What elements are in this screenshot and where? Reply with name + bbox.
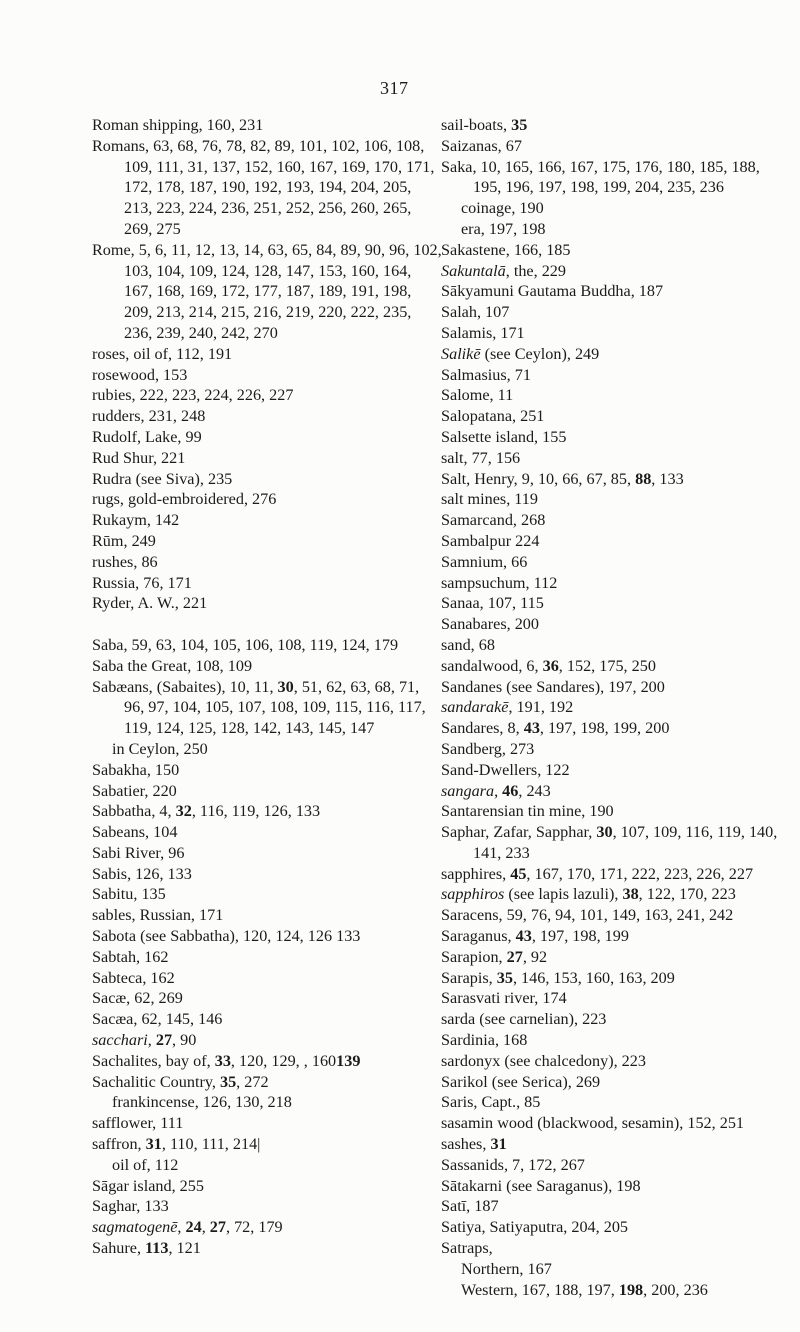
index-entry — [92, 593, 442, 614]
page-ref-bold: 35 — [496, 968, 513, 987]
entry-text: , — [177, 1218, 186, 1237]
entry-text: Satraps, — [441, 1239, 493, 1258]
page-ref-bold: 35 — [219, 1072, 237, 1091]
index-entry — [92, 573, 442, 594]
entry-text: , 120, 129, — [230, 1051, 304, 1070]
italic-term: sandarakē — [441, 698, 509, 717]
entry-text: Rudra (see Siva), 235 — [92, 469, 233, 488]
entry-text: Samarcand, 268 — [441, 511, 546, 530]
entry-text: Salopatana, 251 — [441, 407, 545, 426]
index-entry — [92, 905, 442, 926]
entry-text: rushes, 86 — [92, 552, 158, 571]
entry-text: Sarasvati river, 174 — [441, 989, 567, 1008]
entry-text: rudders, 231, 248 — [92, 407, 206, 426]
index-entry — [441, 427, 791, 448]
index-entry — [441, 1113, 791, 1134]
index-entry — [92, 760, 442, 781]
entry-text: Sachalitic Country, — [92, 1072, 220, 1091]
index-subentry — [441, 198, 791, 219]
index-entry — [441, 822, 791, 864]
index-entry — [92, 344, 442, 365]
index-column-left — [92, 115, 442, 1259]
entry-text: salt mines, 119 — [441, 490, 538, 509]
entry-text: Saba, 59, 63, 104, 105, 106, 108, 119, 124, 179 — [92, 635, 399, 654]
entry-text: Salt, Henry, 9, 10, 66, 67, 85, — [441, 469, 636, 488]
index-entry — [441, 1030, 791, 1051]
index-entry — [92, 385, 442, 406]
index-entry — [441, 157, 791, 199]
entry-text: Sabæans, (Sabaites), 10, 11, — [92, 677, 278, 696]
entry-text: Saizanas, 67 — [441, 136, 522, 155]
index-entry — [92, 427, 442, 448]
entry-text: , 133 — [651, 469, 684, 488]
page-ref-bold: 30 — [277, 677, 294, 696]
index-entry — [441, 864, 791, 885]
entry-text: , 167, 170, 171, 222, 223, 226, 227 — [526, 864, 754, 883]
entry-text: Sardinia, 168 — [441, 1031, 528, 1050]
entry-text: Russia, 76, 171 — [92, 573, 192, 592]
index-entry — [92, 822, 442, 843]
entry-text: , 152, 175, 250 — [558, 656, 656, 675]
index-entry — [92, 489, 442, 510]
entry-text: , 272 — [236, 1072, 269, 1091]
entry-text: rugs, gold-embroidered, 276 — [92, 490, 277, 509]
index-entry — [92, 635, 442, 656]
index-entry — [92, 864, 442, 885]
page-ref-bold: 139 — [336, 1051, 361, 1070]
page-ref-bold: 30 — [596, 823, 613, 842]
page-ref-bold: 45 — [510, 864, 527, 883]
entry-text: Sanabares, 200 — [441, 615, 539, 634]
entry-text: Sambalpur 224 — [441, 531, 540, 550]
index-entry — [92, 988, 442, 1009]
entry-text: Ryder, A. W., 221 — [92, 594, 208, 613]
index-entry — [92, 781, 442, 802]
index-entry — [441, 614, 791, 635]
entry-text: , 51, 62, 63, 68, 71, 96, 97, 104, 105, 107, 108, 109, 115, 116, 117, 119, 124, 125, 128, 142, 143, 145, 147 — [124, 677, 426, 738]
entry-text: , 243 — [518, 781, 551, 800]
index-entry — [92, 1238, 442, 1259]
index-entry — [441, 988, 791, 1009]
entry-text: sandalwood, 6, — [441, 656, 543, 675]
index-entry — [441, 947, 791, 968]
index-entry — [441, 739, 791, 760]
entry-text: Samnium, 66 — [441, 552, 528, 571]
index-entry — [92, 365, 442, 386]
index-entry — [92, 1072, 442, 1093]
page-ref-bold: 43 — [523, 719, 540, 738]
entry-text: , 191, 192 — [508, 698, 574, 717]
entry-text: , the, 229 — [505, 261, 566, 280]
index-entry — [92, 406, 442, 427]
entry-text: Sacæa, 62, 145, 146 — [92, 1010, 223, 1029]
index-entry — [441, 968, 791, 989]
index-entry — [92, 1196, 442, 1217]
index-subentry — [92, 739, 442, 760]
entry-text: Sabtah, 162 — [92, 947, 169, 966]
index-entry — [92, 469, 442, 490]
entry-text: oil of, 112 — [112, 1155, 179, 1174]
index-entry — [441, 489, 791, 510]
entry-text: Sabeans, 104 — [92, 823, 178, 842]
entry-text: sardonyx (see chalcedony), 223 — [441, 1051, 646, 1070]
index-entry — [92, 677, 442, 739]
entry-text: , — [201, 1218, 210, 1237]
entry-text: Saka, 10, 165, 166, 167, 175, 176, 180, 185, 188, 195, 196, 197, 198, 199, 204, 235, 236 — [441, 157, 760, 197]
index-entry — [92, 801, 442, 822]
index-entry — [441, 905, 791, 926]
index-entry — [92, 136, 442, 240]
entry-text: Saba the Great, 108, 109 — [92, 656, 253, 675]
index-entry — [441, 115, 791, 136]
index-subentry — [92, 1155, 442, 1176]
index-entry — [92, 1217, 442, 1238]
entry-text: saffron, — [92, 1135, 146, 1154]
entry-text: Rudolf, Lake, 99 — [92, 427, 202, 446]
index-entry — [92, 947, 442, 968]
page-ref-bold: 24 — [185, 1218, 202, 1237]
entry-text: sampsuchum, 112 — [441, 573, 558, 592]
index-subentry — [92, 1092, 442, 1113]
index-entry — [441, 469, 791, 490]
page-ref-bold: 32 — [175, 802, 192, 821]
entry-text: , 92 — [522, 947, 548, 966]
index-entry — [92, 926, 442, 947]
entry-text: safflower, 111 — [92, 1114, 184, 1133]
entry-text: Sand-Dwellers, 122 — [441, 760, 570, 779]
index-entry — [441, 281, 791, 302]
index-entry — [441, 1009, 791, 1030]
page-ref-bold: 27 — [155, 1031, 173, 1050]
entry-text: Salamis, 171 — [441, 323, 525, 342]
index-entry — [441, 531, 791, 552]
entry-text: Saghar, 133 — [92, 1197, 169, 1216]
italic-term: sagmatogenē — [92, 1218, 178, 1237]
entry-text: Saraganus, — [441, 927, 516, 946]
entry-text: (see lapis lazuli), — [504, 885, 623, 904]
entry-text: Roman shipping, 160, 231 — [92, 116, 264, 134]
entry-text: Sabakha, 150 — [92, 760, 180, 779]
index-entry — [441, 677, 791, 698]
index-entry — [441, 448, 791, 469]
italic-term: sangara — [441, 781, 495, 800]
index-entry — [92, 843, 442, 864]
index-entry — [92, 1113, 442, 1134]
entry-text: Sabatier, 220 — [92, 781, 177, 800]
page-number: 317 — [380, 78, 409, 98]
page-ref-bold: 198 — [618, 1280, 644, 1299]
index-entry — [441, 718, 791, 739]
index-entry — [441, 344, 791, 365]
entry-text: Northern, 167 — [461, 1259, 552, 1278]
entry-text: Sabis, 126, 133 — [92, 864, 192, 883]
entry-text: , 197, 198, 199, 200 — [539, 719, 670, 738]
index-entry — [441, 136, 791, 157]
entry-text: Satiya, Satiyaputra, 204, 205 — [441, 1218, 629, 1237]
page-ref-bold: 27 — [209, 1218, 226, 1237]
italic-term: Salikē — [441, 344, 481, 363]
entry-text: (see Ceylon), 249 — [480, 344, 600, 363]
entry-text: sarda (see carnelian), 223 — [441, 1010, 607, 1029]
index-entry — [441, 302, 791, 323]
index-entry — [92, 968, 442, 989]
index-entry — [441, 781, 791, 802]
index-entry — [92, 531, 442, 552]
entry-text: , 160 — [303, 1051, 337, 1070]
entry-text: in Ceylon, 250 — [112, 739, 208, 758]
index-entry — [441, 1238, 791, 1259]
index-entry — [441, 385, 791, 406]
index-entry — [441, 323, 791, 344]
index-entry — [92, 1009, 442, 1030]
page-ref-bold: 88 — [635, 469, 652, 488]
entry-text: Sarapion, — [441, 947, 507, 966]
entry-text: Sakastene, 166, 185 — [441, 240, 571, 259]
entry-text: Sātakarni (see Saraganus), 198 — [441, 1176, 641, 1195]
index-entry — [92, 1176, 442, 1197]
index-entry — [92, 552, 442, 573]
entry-text: rosewood, 153 — [92, 365, 188, 384]
entry-text: , 116, 119, 126, 133 — [191, 802, 321, 821]
index-entry — [441, 1196, 791, 1217]
index-subentry — [441, 1280, 791, 1301]
page-ref-bold: 27 — [506, 947, 523, 966]
entry-text: Salome, 11 — [441, 386, 514, 405]
entry-text: Sachalites, bay of, — [92, 1051, 215, 1070]
index-entry — [441, 801, 791, 822]
entry-text: , — [494, 781, 503, 800]
index-entry — [441, 1155, 791, 1176]
index-entry — [92, 884, 442, 905]
index-column-right — [441, 115, 791, 1300]
entry-text: Sandares, 8, — [441, 719, 524, 738]
entry-text: Sabota (see Sabbatha), 120, 124, 126 133 — [92, 927, 361, 946]
index-entry — [441, 1217, 791, 1238]
entry-text: sail-boats, — [441, 116, 512, 134]
index-entry — [441, 1051, 791, 1072]
entry-text: , 110, 111, 214| — [161, 1135, 261, 1154]
entry-text: Sabi River, 96 — [92, 843, 185, 862]
index-entry — [92, 1030, 442, 1051]
index-entry — [92, 448, 442, 469]
index-entry — [441, 365, 791, 386]
italic-term: sapphiros — [441, 885, 505, 904]
entry-text: sand, 68 — [441, 635, 495, 654]
entry-text: roses, oil of, 112, 191 — [92, 344, 233, 363]
page-ref-bold: 46 — [502, 781, 519, 800]
index-entry — [441, 593, 791, 614]
index-entry — [92, 656, 442, 677]
entry-text: Rud Shur, 221 — [92, 448, 186, 467]
entry-text: , 107, 109, 116, 119, 140, 141, 233 — [473, 823, 778, 862]
page-ref-bold: 33 — [214, 1051, 231, 1070]
entry-text: , 72, 179 — [225, 1218, 283, 1237]
entry-text: , 200, 236 — [643, 1280, 708, 1299]
index-entry — [441, 760, 791, 781]
entry-text: Sandberg, 273 — [441, 739, 535, 758]
entry-text: sapphires, — [441, 864, 511, 883]
entry-text: salt, 77, 156 — [441, 448, 521, 467]
entry-text: Satī, 187 — [441, 1197, 499, 1216]
entry-text: , 122, 170, 223 — [638, 885, 736, 904]
entry-text: Sarikol (see Serica), 269 — [441, 1072, 601, 1091]
index-entry — [441, 552, 791, 573]
entry-text: Sabitu, 135 — [92, 885, 166, 904]
index-entry — [441, 573, 791, 594]
entry-text: Sahure, — [92, 1239, 146, 1258]
entry-text: Salsette island, 155 — [441, 427, 567, 446]
entry-text: , 197, 198, 199 — [531, 927, 629, 946]
index-entry — [441, 1176, 791, 1197]
page-ref-bold: 31 — [490, 1135, 507, 1154]
entry-text: , 121 — [168, 1239, 201, 1258]
entry-text: sasamin wood (blackwood, sesamin), 152, 251 — [441, 1114, 745, 1133]
entry-text: Salmasius, 71 — [441, 365, 531, 384]
entry-text: frankincense, 126, 130, 218 — [112, 1093, 292, 1112]
index-subentry — [441, 219, 791, 240]
entry-text: Sākyamuni Gautama Buddha, 187 — [441, 282, 664, 301]
page-ref-bold: 35 — [511, 116, 528, 134]
index-entry — [441, 635, 791, 656]
entry-text: Sāgar island, 255 — [92, 1176, 204, 1195]
index-entry — [92, 240, 442, 344]
index-entry — [92, 1134, 442, 1155]
entry-text: , — [147, 1031, 156, 1050]
entry-text: Sacæ, 62, 269 — [92, 989, 183, 1008]
italic-term: Sakuntalā — [441, 261, 506, 280]
entry-text: Rome, 5, 6, 11, 12, 13, 14, 63, 65, 84, 89, 90, 96, 102, 103, 104, 109, 124, 128, 147, 153, 160, 164, 167, 168, 169, 172, 177, 187, 189, 191, 198, 209, 213, 214, 215, 216, 219, 220, 222, 235, 236, 239, 240, 242, 270 — [92, 240, 442, 342]
page-ref-bold: 31 — [145, 1135, 162, 1154]
entry-text: era, 197, 198 — [461, 219, 546, 238]
index-entry — [441, 510, 791, 531]
entry-text: Western, 167, 188, 197, — [461, 1280, 619, 1299]
index-entry — [441, 240, 791, 261]
entry-text: Sanaa, 107, 115 — [441, 594, 544, 613]
entry-text: Salah, 107 — [441, 303, 510, 322]
entry-text: Sarapis, — [441, 968, 497, 987]
entry-text: Rūm, 249 — [92, 531, 156, 550]
entry-text: Rukaym, 142 — [92, 511, 180, 530]
entry-text: coinage, 190 — [461, 199, 544, 218]
entry-text: Sabteca, 162 — [92, 968, 175, 987]
entry-text: sashes, — [441, 1135, 491, 1154]
entry-text: Saris, Capt., 85 — [441, 1093, 541, 1112]
page-ref-bold: 36 — [542, 656, 559, 675]
index-entry — [441, 926, 791, 947]
page-ref-bold: 38 — [622, 885, 639, 904]
index-entry — [441, 261, 791, 282]
index-entry — [441, 656, 791, 677]
page-ref-bold: 43 — [515, 927, 532, 946]
entry-text: , 90 — [172, 1031, 197, 1050]
index-entry — [441, 406, 791, 427]
entry-text: Santarensian tin mine, 190 — [441, 802, 614, 821]
italic-term: sacchari — [92, 1031, 148, 1050]
page-ref-bold: 113 — [145, 1239, 169, 1258]
entry-text: , 146, 153, 160, 163, 209 — [512, 968, 675, 987]
index-entry — [92, 1051, 442, 1072]
index-entry — [441, 884, 791, 905]
entry-text: Saphar, Zafar, Sapphar, — [441, 823, 597, 842]
entry-text: sables, Russian, 171 — [92, 906, 224, 925]
index-entry — [441, 697, 791, 718]
index-entry — [441, 1092, 791, 1113]
entry-text: Sassanids, 7, 172, 267 — [441, 1155, 585, 1174]
entry-text: Romans, 63, 68, 76, 78, 82, 89, 101, 102, 106, 108, 109, 111, 31, 137, 152, 160, 167, 169, 170, 171, 172, 178, 187, 190, 192, 193, 194, 204, 205, 213, 223, 224, 236, 251, 252, 256, 260, 265, 269, 275 — [92, 136, 435, 238]
index-entry — [441, 1072, 791, 1093]
index-subentry — [441, 1259, 791, 1280]
index-entry — [92, 115, 442, 136]
index-entry — [92, 510, 442, 531]
entry-text: Sabbatha, 4, — [92, 802, 176, 821]
entry-text: rubies, 222, 223, 224, 226, 227 — [92, 386, 294, 405]
entry-text: Saracens, 59, 76, 94, 101, 149, 163, 241, 242 — [441, 906, 734, 925]
index-entry — [441, 1134, 791, 1155]
entry-text: Sandanes (see Sandares), 197, 200 — [441, 677, 665, 696]
